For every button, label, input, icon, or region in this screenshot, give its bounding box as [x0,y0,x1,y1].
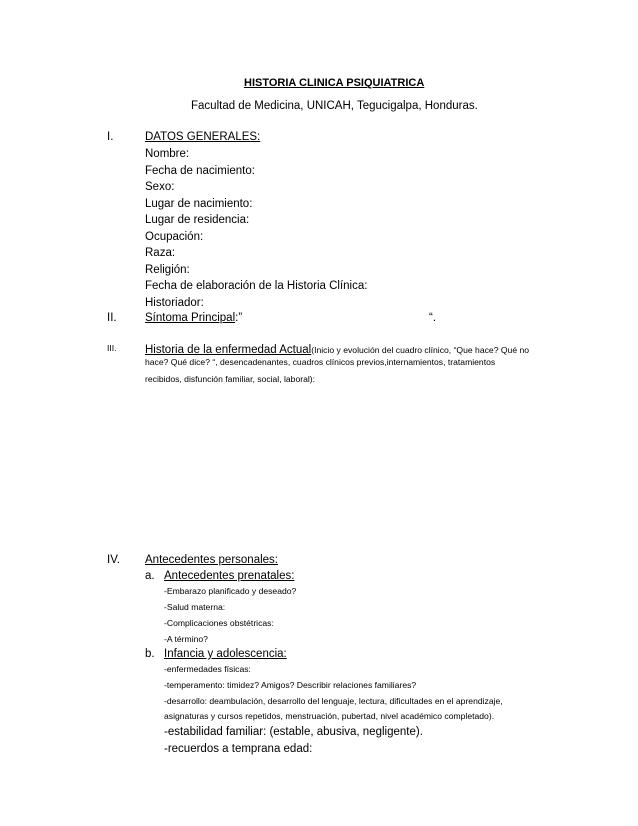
section-3-numeral: III. [107,343,117,353]
field-lugar-residencia: Lugar de residencia: [145,214,250,226]
infancia-item-desarrollo: -desarrollo: deambulación, desarrollo del lenguaje, lectura, dificultades en el aprendizaje, [164,696,503,706]
subsection-b-heading: Infancia y adolescencia: [164,648,287,660]
subsection-b-letter: b. [145,648,155,660]
infancia-item-desarrollo-cont: asignaturas y cursos repetidos, menstruación, pubertad, nivel académico completado). [164,711,495,721]
prenatal-item-embarazo: -Embarazo planificado y deseado? [164,586,297,596]
document-subtitle: Facultad de Medicina, UNICAH, Tegucigalpa, Honduras. [191,100,478,112]
section-3-desc-2: hace? Qué dice? “, desencadenantes, cuadros clínicos previos,internamientos, tratamientos [145,357,496,367]
infancia-item-recuerdos: -recuerdos a temprana edad: [164,743,313,755]
section-3-desc-3: recibidos, disfunción familiar, social, laboral): [145,374,316,384]
section-2-close-quote: “. [429,312,437,324]
document-title: HISTORIA CLINICA PSIQUIATRICA [244,77,425,89]
prenatal-item-termino: -A término? [164,634,208,644]
field-fecha-elaboracion: Fecha de elaboración de la Historia Clínica: [145,280,368,292]
section-3-desc-1: (Inicio y evolución del cuadro clínico, “Que hace? Qué no [311,345,530,355]
section-2-open-quote: :” [235,312,243,324]
infancia-item-estabilidad: -estabilidad familiar: (estable, abusiva, negligente). [164,726,423,738]
section-2-numeral: II. [107,312,117,324]
field-raza: Raza: [145,247,176,259]
field-fecha-nacimiento: Fecha de nacimiento: [145,165,255,177]
section-2-heading: Síntoma Principal [145,312,236,324]
field-sexo: Sexo: [145,181,175,193]
prenatal-item-salud: -Salud materna: [164,602,226,612]
subsection-a-heading: Antecedentes prenatales: [164,570,295,582]
field-religion: Religión: [145,264,190,276]
field-nombre: Nombre: [145,148,190,160]
section-2-line [145,311,242,325]
subsection-a-letter: a. [145,570,155,582]
field-ocupacion: Ocupación: [145,231,204,243]
field-lugar-nacimiento: Lugar de nacimiento: [145,198,253,210]
section-1-numeral: I. [107,131,114,143]
prenatal-item-complicaciones: -Complicaciones obstétricas: [164,618,274,628]
infancia-item-temperamento: -temperamento: timidez? Amigos? Describir relaciones familiares? [164,680,417,690]
infancia-item-enfermedades: -enfermedades físicas: [164,664,251,674]
section-4-heading: Antecedentes personales: [145,554,278,566]
field-historiador: Historiador: [145,297,204,309]
section-4-numeral: IV. [107,554,121,566]
section-3-heading: Historia de la enfermedad Actual [145,344,312,356]
section-1-heading: DATOS GENERALES: [145,131,261,143]
